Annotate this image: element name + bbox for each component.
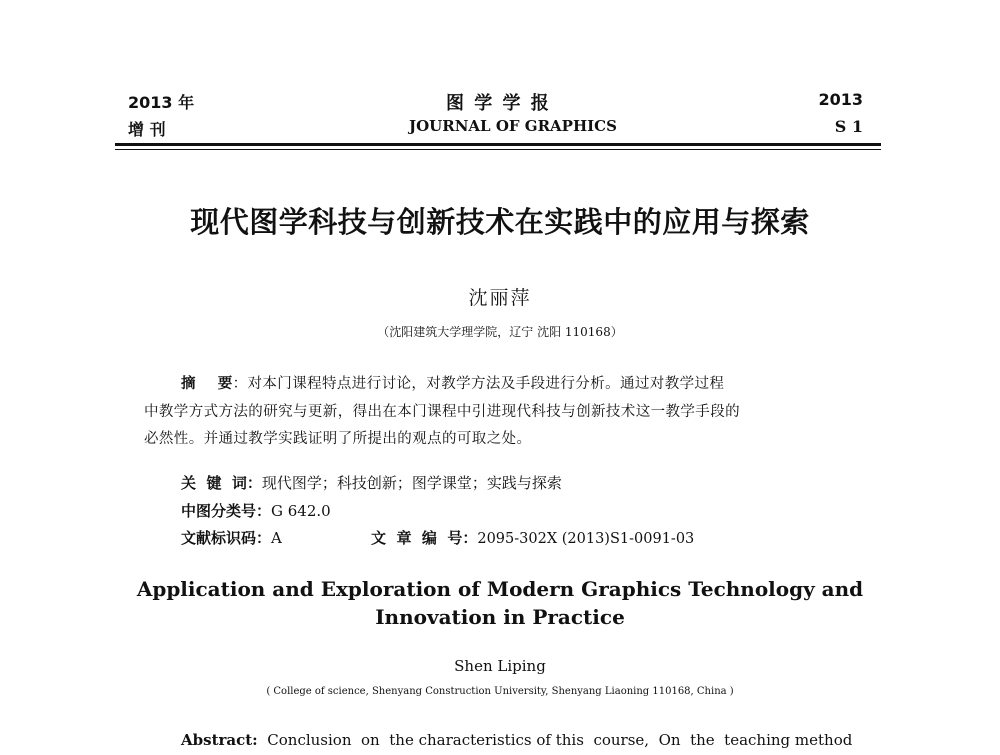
- header-year-left: 2013 年: [128, 93, 195, 112]
- keywords-value: 现代图学；科技创新；图学课堂；实践与探索: [261, 474, 562, 492]
- doc-code-label: 文献标识码：: [181, 529, 272, 547]
- doc-code-row: [181, 527, 282, 548]
- header-issue-left: 增 刊: [128, 120, 166, 139]
- header-year-right: 2013: [818, 90, 863, 109]
- article-no-row: [371, 527, 694, 548]
- header-rule-thin: [115, 149, 881, 150]
- header-rule-thick: [115, 143, 881, 146]
- abstract-en-text: Conclusion on the characteristics of this course, On the teaching method: [267, 731, 853, 749]
- abstract-en-line1: [181, 731, 852, 749]
- abstract-cn-label: 摘 要: [181, 376, 233, 392]
- keywords-label: 关 键 词：: [181, 474, 262, 492]
- classification-value: G 642.0: [271, 502, 331, 520]
- abstract-cn-line2: 中教学方式方法的研究与更新，得出在本门课程中引进现代科技与创新技术这一教学手段的: [144, 404, 740, 420]
- author-cn: 沈丽萍: [468, 287, 532, 309]
- affiliation-cn: （沈阳建筑大学理学院，辽宁 沈阳 110168）: [377, 325, 623, 339]
- journal-name-cn: 图 学 学 报: [446, 93, 551, 114]
- classification-label: 中图分类号：: [181, 502, 272, 520]
- abstract-cn-line1: [181, 372, 724, 393]
- abstract-cn-line3: 必然性。并通过教学实践证明了所提出的观点的可取之处。: [144, 431, 532, 447]
- article-no-label: 文 章 编 号：: [371, 529, 478, 547]
- paper-title-en-line1: Application and Exploration of Modern Graphics Technology and: [136, 577, 864, 601]
- paper-title-cn: 现代图学科技与创新技术在实践中的应用与探索: [190, 205, 810, 239]
- abstract-en-label: Abstract:: [181, 731, 258, 749]
- doc-code-value: A: [271, 529, 282, 547]
- affiliation-en: ( College of science, Shenyang Construction University, Shenyang Liaoning 110168, China ): [266, 686, 734, 697]
- keywords-row: [181, 472, 562, 493]
- abstract-cn-text1: ：对本门课程特点进行讨论，对教学方法及手段进行分析。通过对教学过程: [232, 376, 725, 392]
- classification-row: [181, 500, 331, 521]
- journal-name-en: JOURNAL OF GRAPHICS: [409, 117, 617, 135]
- article-no-value: 2095-302X (2013)S1-0091-03: [477, 531, 695, 547]
- paper-title-en-line2: Innovation in Practice: [375, 605, 625, 629]
- author-en: Shen Liping: [454, 657, 546, 675]
- header-issue-right: S 1: [834, 117, 863, 136]
